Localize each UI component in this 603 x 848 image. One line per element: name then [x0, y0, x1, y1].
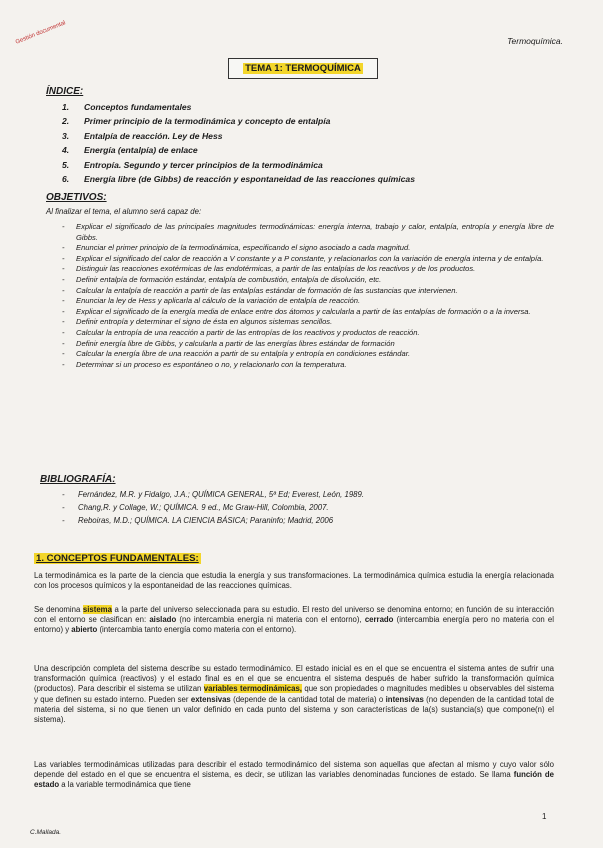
indice-text: Entropía. Segundo y tercer principios de la termodinámica: [84, 159, 323, 170]
objetivo-item: - Definir entalpía de formación estándar, entalpía de combustión, entalpía de disolución, etc.: [62, 275, 554, 286]
indice-num: 1.: [62, 102, 70, 112]
objetivo-item: - Calcular la entalpía de reacción a partir de las entalpías estándar de formación de las sustancias que intervienen.: [62, 286, 554, 297]
objetivo-item: - Explicar el significado de la energía media de enlace entre dos átomos y calcularla a partir de las entalpías de formación o a la inversa.: [62, 307, 554, 318]
text-run: a la parte del universo seleccionada para su estudio. El resto del universo se denomina entorno; en función de su interacción con el entorno se clasifican en:: [34, 605, 554, 625]
bold-term: función de estado: [34, 770, 554, 790]
bold-term: aislado: [149, 615, 177, 625]
objetivo-item: - Definir energía libre de Gibbs, y calcularla a partir de las energías libres estándar de formación: [62, 339, 554, 350]
highlight-term: sistema: [82, 605, 112, 614]
indice-text: Primer principio de la termodinámica y concepto de entalpía: [84, 116, 331, 127]
bold-term: abierto: [71, 625, 98, 635]
stamp-mark: Gestión documental: [14, 20, 67, 46]
text-run: (intercambia energía pero no materia con el entorno) y: [34, 615, 554, 635]
section-1-paragraph-2: [34, 605, 554, 636]
page-title-text: TEMA 1: TERMOQUÍMICA: [245, 63, 361, 74]
objetivo-item: - Definir entropía y determinar el signo de ésta en algunos sistemas sencillos.: [62, 317, 554, 328]
page-number: 1: [542, 812, 547, 821]
text-run: Las variables termodinámicas utilizadas para describir el estado termodinámico del sistema son aquellas que afectan al mismo y cuyo valor sólo depende del estado en el que se encuentra el sistema, es decir, se utilizan las variables denominadas funciones de estado. Se llama: [34, 760, 554, 780]
indice-num: 5.: [62, 159, 70, 170]
bibliografia-item: - Fernández, M.R. y Fidalgo, J.A.; QUÍMICA GENERAL, 5ª Ed; Everest, León, 1989.: [62, 488, 542, 501]
objetivo-item: - Enunciar el primer principio de la termodinámica, especificando el signo asociado a cada magnitud.: [62, 243, 554, 254]
section-1-paragraph-1: La termodinámica es la parte de la ciencia que estudia la energía y sus transformaciones. La termodinámica química estudia la energía relacionada con los procesos químicos y la espontaneidad de las reacciones químicas.: [34, 571, 554, 591]
indice-item: [62, 100, 542, 114]
bold-term: extensivas: [190, 694, 231, 704]
indice-text: Conceptos fundamentales: [84, 102, 192, 112]
objetivos-heading: OBJETIVOS:: [46, 192, 107, 203]
indice-heading: ÍNDICE:: [46, 86, 84, 97]
indice-text: Entalpía de reacción. Ley de Hess: [84, 130, 223, 141]
section-1-paragraph-4: [34, 760, 554, 791]
indice-num: 2.: [62, 116, 70, 127]
bold-term: intensivas: [385, 694, 424, 704]
objetivo-item: - Explicar el significado de las principales magnitudes termodinámicas: energía interna, trabajo y calor, entalpía, entropía y energía libre de Gibbs.: [62, 222, 554, 243]
indice-num: 3.: [62, 130, 70, 141]
running-header: Termoquímica.: [507, 36, 563, 46]
text-run: (no intercambia energía ni materia con el entorno),: [176, 615, 365, 625]
bold-term: cerrado: [364, 615, 394, 625]
footer-author: C.Mallada.: [30, 829, 62, 836]
text-run: que son propiedades o magnitudes medibles u observables del sistema y que definen su estado interno. Pueden ser: [34, 684, 554, 704]
indice-item: [62, 129, 542, 143]
bibliografia-heading: BIBLIOGRAFÍA:: [40, 474, 116, 485]
text-run: (no dependen de la cantidad total de materia del sistema, si no que tienen un valor definido en cada punto del sistema y son características de la(s) sustancia(s) que compone(n) el sistema).: [34, 694, 554, 725]
indice-item: [62, 158, 542, 172]
text-run: (intercambia tanto energía como materia con el entorno).: [97, 625, 297, 635]
section-1-heading: 1. CONCEPTOS FUNDAMENTALES:: [36, 553, 199, 564]
objetivo-item: - Explicar el significado del calor de reacción a V constante y a P constante, y relacionarlos con la variación de energía interna y de entalpía.: [62, 254, 554, 265]
text-run: Se denomina: [34, 605, 83, 614]
indice-item: [62, 172, 542, 186]
objetivo-item: - Distinguir las reacciones exotérmicas de las endotérmicas, a partir de las entalpías de los reactivos y de los productos.: [62, 264, 554, 275]
text-run: Una descripción completa del sistema describe su estado termodinámico. El estado inicial es en el que se encuentra el sistema antes de sufrir una transformación química (reactivos) y el estado final es en el que se encuentra el sistema después de haber sufrido la transformación química (productos). Para describir el sistema se utilizan: [34, 664, 554, 694]
objetivo-item: - Calcular la entropía de una reacción a partir de las entropías de los reactivos y productos de reacción.: [62, 328, 554, 339]
bibliografia-list: [62, 488, 542, 527]
indice-list: [62, 100, 542, 186]
indice-num: 6.: [62, 173, 70, 184]
indice-num: 4.: [62, 145, 70, 156]
indice-item: [62, 114, 542, 128]
section-1-paragraph-3: [34, 664, 554, 725]
bibliografia-item: - Chang,R. y Collage, W.; QUÍMICA. 9 ed., Mc Graw-Hill, Colombia, 2007.: [62, 501, 542, 514]
indice-text: Energía libre (de Gibbs) de reacción y espontaneidad de las reacciones químicas: [84, 173, 415, 184]
page-title: [228, 58, 378, 79]
objetivo-item: - Calcular la energía libre de una reacción a partir de su entalpía y entropía en condiciones estándar.: [62, 349, 554, 360]
text-run: a la variable termodinámica que tiene: [59, 780, 191, 790]
objetivos-list: [62, 222, 554, 370]
highlight-term: variables termodinámicas,: [203, 684, 302, 694]
objetivo-item: - Enunciar la ley de Hess y aplicarla al cálculo de la variación de entalpía de reacción.: [62, 296, 554, 307]
bibliografia-item: - Reboiras, M.D.; QUÍMICA. LA CIENCIA BÁSICA; Paraninfo; Madrid, 2006: [62, 514, 542, 527]
text-run: (depende de la cantidad total de materia) o: [230, 694, 386, 704]
indice-item: [62, 143, 542, 157]
objetivo-item: - Determinar si un proceso es espontáneo o no, y relacionarlo con la temperatura.: [62, 360, 554, 371]
indice-text: Energía (entalpía) de enlace: [84, 145, 198, 156]
objetivos-intro: Al finalizar el tema, el alumno será capaz de:: [46, 207, 202, 216]
